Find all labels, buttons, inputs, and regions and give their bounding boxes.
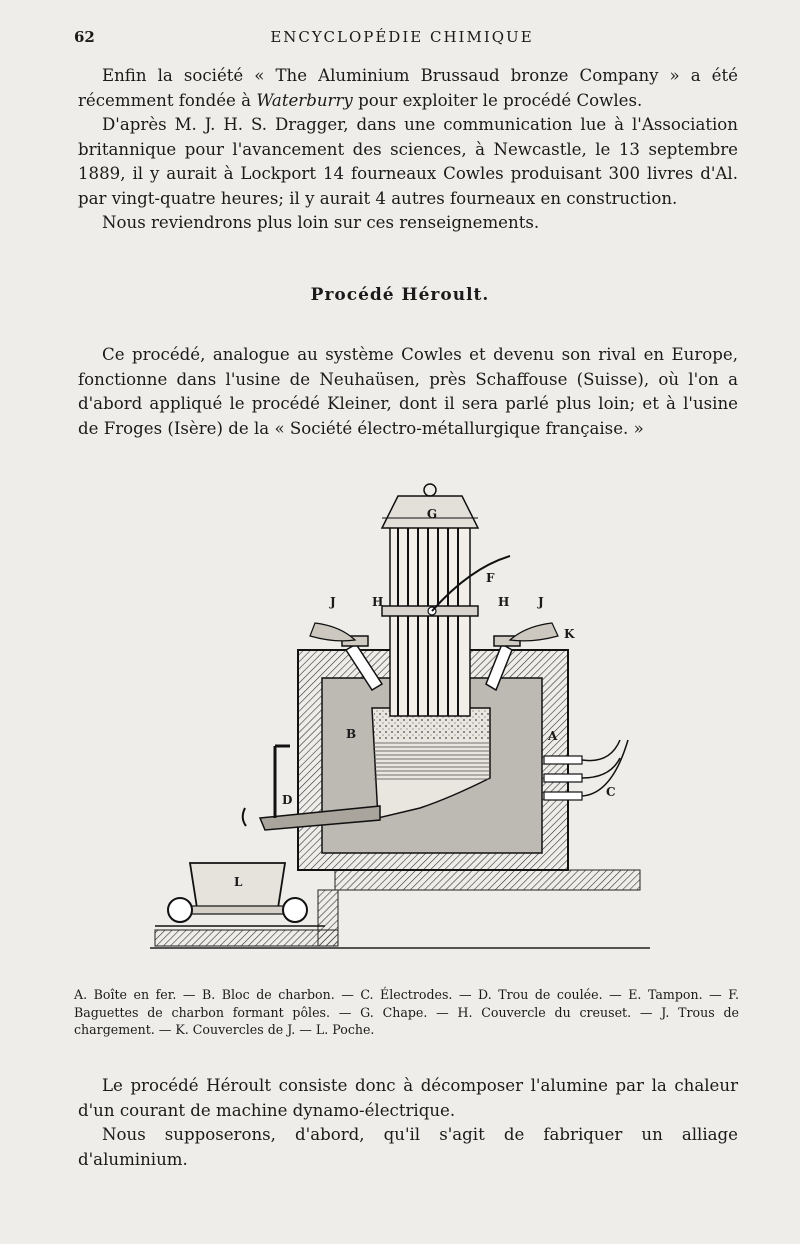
paragraph-renseignements: Nous reviendrons plus loin sur ces renseignements. [102, 213, 540, 232]
conclusion-text [78, 1074, 738, 1172]
paragraph-dragger: D'après M. J. H. S. Dragger, dans une communication lue à l'Association britannique pour l'avancement des sciences, à Newcastle, le 13 septembre 1889, il y aurait à Lockport 14 fourneaux Cowles produisant 300 livres d'Al. par vingt-quatre heures; il y aurait 4 autres fourneaux en construction. [78, 115, 738, 208]
label-a: A [548, 729, 558, 743]
label-j-right: J [538, 595, 544, 609]
label-b: B [346, 727, 357, 741]
label-h-right: H [498, 595, 510, 609]
page-number: 62 [74, 28, 95, 46]
cap-chape [382, 484, 478, 528]
label-c: C [606, 785, 616, 799]
section-title: Procédé Héroult. [310, 285, 490, 305]
paragraph-decomposition: Le procédé Héroult consiste donc à décomposer l'alumine par la chaleur d'un courant de machine dynamo-électrique. [78, 1076, 738, 1120]
figure-caption: A. Boîte en fer. — B. Bloc de charbon. — C. Électrodes. — D. Trou de coulée. — E. Tampon. — F. Baguettes de charbon formant pôles. — G. Chape. — H. Couvercle du creuset. — J. Trous de chargement. — K. Couvercles de J. — L. Poche. [74, 987, 739, 1037]
label-g: G [426, 507, 438, 521]
label-k: K [564, 627, 575, 641]
paragraph-alliage: Nous supposerons, d'abord, qu'il s'agit de fabriquer un alliage d'aluminium. [78, 1125, 738, 1169]
label-f: F [486, 571, 495, 585]
intro-text [78, 64, 738, 236]
running-title: ENCYCLOPÉDIE CHIMIQUE [270, 28, 534, 46]
label-l: L [234, 875, 243, 889]
herault-text [78, 343, 738, 441]
paragraph-brussaud: Enfin la société « The Aluminium Brussaud bronze Company » a été récemment fondée à Waterburry pour exploiter le procédé Cowles. [78, 66, 738, 110]
ladle-wagon [155, 863, 325, 926]
label-h-left: H [372, 595, 384, 609]
page-header [74, 28, 730, 50]
label-j-left: J [330, 595, 336, 609]
furnace-illustration [150, 478, 650, 956]
paragraph-herault: Ce procédé, analogue au système Cowles et devenu son rival en Europe, fonctionne dans l'usine de Neuhaüsen, près Schaffouse (Suisse), où l'on a d'abord appliqué le procédé Kleiner, dont il sera parlé plus loin; et à l'usine de Froges (Isère) de la « Société électro-métallurgique française. » [78, 345, 738, 438]
label-d: D [282, 793, 293, 807]
